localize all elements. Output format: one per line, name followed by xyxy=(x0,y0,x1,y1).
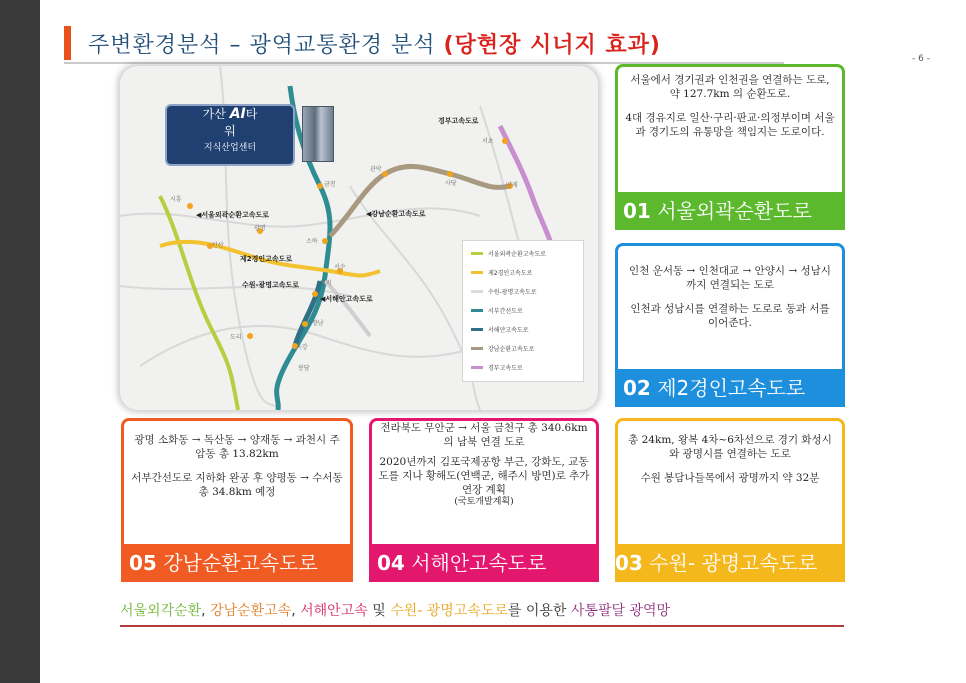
summary-outer-ring: 서울외각순환 xyxy=(120,603,202,619)
card-second-gyeongin xyxy=(615,243,845,407)
legend-label: 서부간선도로 xyxy=(488,307,523,315)
card-body xyxy=(624,433,836,495)
legend-swatch xyxy=(471,290,483,293)
title-highlight: (당현장 시너지 효과) xyxy=(443,33,661,58)
outer-ring-road xyxy=(160,196,238,410)
map-place-ilsan: 일직 xyxy=(320,280,332,287)
site-callout xyxy=(165,104,295,166)
card-paragraph: 수원 봉담나들목에서 광명까지 약 32분 xyxy=(640,472,820,484)
legend-swatch xyxy=(471,271,483,274)
legend-label: 제2경인고속도로 xyxy=(488,269,533,277)
map-place-seosu: 서수 xyxy=(334,264,346,271)
card-number: 02 xyxy=(623,376,651,400)
card-outer-ring xyxy=(615,64,845,230)
map-place-soha: 소하 xyxy=(306,238,318,245)
legend-row xyxy=(471,323,529,335)
legend-swatch xyxy=(471,328,483,331)
map-label-gangnam: ◀강남순환고속도로 xyxy=(366,210,426,218)
map-legend xyxy=(462,240,584,382)
card-gangnam-ring xyxy=(121,418,353,582)
summary-suwon-gwangmyeong: 수원- 광명고속도로 xyxy=(390,603,508,619)
callout-text-2: 워 xyxy=(224,124,236,138)
map-place-seocho: 서초 xyxy=(482,138,494,145)
legend-swatch xyxy=(471,309,483,312)
map-place-gwanak: 관악 xyxy=(370,166,382,173)
summary-sep: 및 xyxy=(367,603,391,619)
card-suwon-gwangmyeong xyxy=(615,418,845,582)
summary-sep: 를 이용한 xyxy=(507,603,571,619)
legend-row xyxy=(471,342,534,354)
card-paragraph: 전라북도 무안군 → 서울 금천구 총 340.6km 의 남북 연결 도로 xyxy=(380,422,588,448)
card-title-band xyxy=(369,544,599,582)
legend-row xyxy=(471,247,546,259)
building-image xyxy=(302,106,334,162)
legend-label: 경부고속도로 xyxy=(488,364,523,372)
card-number: 03 xyxy=(615,551,643,575)
legend-swatch xyxy=(471,366,483,369)
summary-sep: , xyxy=(291,603,301,619)
summary-gangnam: 강남순환고속 xyxy=(210,603,292,619)
page-title xyxy=(88,28,661,59)
card-number: 01 xyxy=(623,199,651,223)
card-paragraph: 서부간선도로 지하화 완공 후 양평동 → 수서동 총 34.8km 예정 xyxy=(131,472,343,498)
legend-row xyxy=(471,361,523,373)
legend-label: 서울외곽순환고속도로 xyxy=(488,250,546,258)
summary-rule xyxy=(120,625,844,627)
card-west-coast xyxy=(369,418,599,582)
title-accent-bar xyxy=(64,26,71,60)
card-body xyxy=(378,421,590,508)
card-title: 강남순환고속도로 xyxy=(163,551,318,575)
legend-label: 강남순환고속도로 xyxy=(488,345,535,353)
title-main: 주변환경분석 – 광역교통환경 분석 xyxy=(88,33,444,58)
map-label-gyeongbu: 경부고속도로 xyxy=(438,117,479,125)
summary-conclusion: 사통팔달 광역망 xyxy=(570,603,671,619)
map-place-siheung: 시흥 xyxy=(170,196,182,203)
traffic-map xyxy=(120,66,598,410)
card-body xyxy=(624,264,836,340)
callout-text-1-end: 타 xyxy=(245,107,258,121)
legend-label: 수원-광명고속도로 xyxy=(488,288,537,296)
map-place-hyangmok: 향남 xyxy=(312,320,324,327)
summary-west-coast: 서해안고속 xyxy=(300,603,368,619)
card-title-band xyxy=(615,192,845,230)
card-paragraph: 총 24km, 왕복 4차~6차선으로 경기 화성시와 광명시를 연결하는 도로 xyxy=(628,434,832,460)
card-body xyxy=(130,433,344,509)
legend-swatch xyxy=(471,252,483,255)
gangnam-ring-road xyxy=(330,166,510,236)
map-label-outer-ring: ◀서울외곽순환고속도로 xyxy=(196,211,270,219)
card-title-band xyxy=(121,544,353,582)
card-title-band xyxy=(615,544,845,582)
summary-line xyxy=(120,600,670,620)
left-sidebar-band xyxy=(0,0,40,683)
card-note: (국토개발계획) xyxy=(454,497,514,507)
map-place-bongdam: 봉담 xyxy=(298,365,310,372)
card-paragraph: 2020년까지 김포국제공항 부근, 강화도, 교동도를 지나 황해도(연백군, 해주시 방면)로 추가 연장 계획 xyxy=(378,456,590,496)
map-place-geumcheon: 금천 xyxy=(324,181,336,188)
map-label-west-coast: ◀서해안고속도로 xyxy=(320,295,373,303)
card-title: 수원- 광명고속도로 xyxy=(649,551,818,575)
summary-sep: , xyxy=(201,603,211,619)
suwon-gwangmyeong-road xyxy=(325,281,370,336)
card-paragraph: 서울에서 경기권과 인천권을 연결하는 도로, 약 127.7km 의 순환도로. xyxy=(630,74,830,100)
map-place-incheon: 안산 xyxy=(212,242,224,249)
map-label-second-gyeongin: 제2경인고속도로 xyxy=(240,255,293,263)
callout-text-3: 지식산업센터 xyxy=(203,143,257,153)
card-paragraph: 광명 소화동 → 독산동 → 양재동 → 과천시 주암동 총 13.82km xyxy=(134,434,340,460)
legend-swatch xyxy=(471,347,483,350)
map-label-suwon-gwangmyeong: 수원-광명고속도로 xyxy=(242,281,300,289)
card-title: 서해안고속도로 xyxy=(411,551,547,575)
map-place-dori: 도리 xyxy=(230,334,242,341)
card-title: 제2경인고속도로 xyxy=(657,376,806,400)
card-title: 서울외곽순환도로 xyxy=(657,199,812,223)
legend-row xyxy=(471,266,532,278)
card-body xyxy=(624,73,836,149)
card-number: 05 xyxy=(129,551,157,575)
card-paragraph: 인천 운서동 → 인천대교 → 안양시 → 성남시 까지 연결되는 도로 xyxy=(629,265,831,291)
map-place-sadang: 사당 xyxy=(445,180,457,187)
card-paragraph: 인천과 성남시를 연결하는 도로로 동과 서를 이어준다. xyxy=(630,303,830,329)
legend-row xyxy=(471,285,537,297)
legend-label: 서해안고속도로 xyxy=(488,326,529,334)
map-place-gwangmyeong: 광명 xyxy=(254,225,266,232)
callout-text-1: 가산 xyxy=(202,107,226,121)
card-paragraph: 4대 경유지로 일산·구리·판교·의정부이며 서울과 경기도의 유통망을 책임지는 도로이다. xyxy=(625,112,835,138)
callout-ai-logo: AI xyxy=(229,106,246,122)
card-number: 04 xyxy=(377,551,405,575)
map-place-yangjae: 양재 xyxy=(506,182,518,189)
card-title-band xyxy=(615,369,845,407)
map-place-ojik: 옥강 xyxy=(296,344,308,351)
page-number: - 6 - xyxy=(912,54,930,64)
legend-row xyxy=(471,304,523,316)
